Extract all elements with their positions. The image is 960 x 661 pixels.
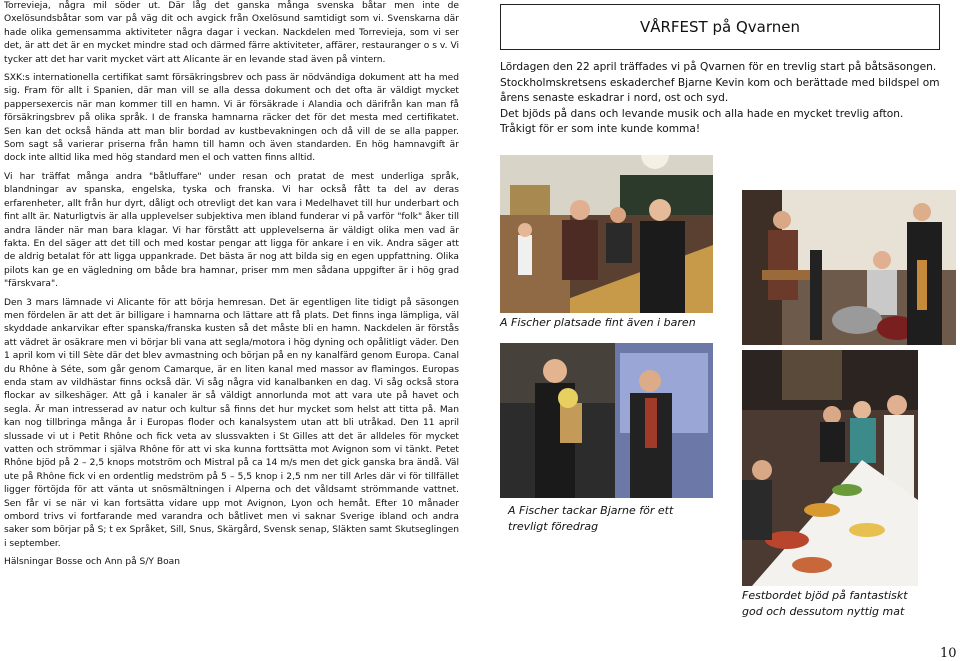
thanks-photo-caption: [508, 503, 673, 535]
intro-line: årens senaste eskadrar i nord, ost och syd.: [500, 92, 729, 104]
intro-line: Lördagen den 22 april träffades vi på Qvarnen för en trevlig start på båtsäsongen.: [500, 61, 937, 73]
page-number: 10: [940, 646, 957, 661]
band-photo: [742, 190, 956, 345]
section-title: VÅRFEST på Qvarnen: [639, 18, 800, 36]
intro-line: Det bjöds på dans och levande musik och alla hade en mycket trevlig afton.: [500, 107, 904, 120]
caption-line: Festbordet bjöd på fantastiskt: [742, 589, 908, 602]
thanks-photo: [500, 343, 713, 498]
caption-line: god och dessutom nyttig mat: [742, 605, 905, 618]
food-photo-caption: [742, 588, 908, 620]
article-paragraph: Torrevieja, några mil söder ut. Där låg det ganska många svenska båtar men inte de Oxelösundsbåtar som var på väg dit och avgick från Oxelösund samtidigt som vi. Svenskarna där hade olika gemensamma aktiviteter några dagar i veckan. Nackdelen med Torrevieja, som vi ser det, är att det är en mycket mindre stad och därmed färre aktiviteter, affärer, restauranger o s v. Vi tycker att det har varit mycket värt att Alicante är en levande stad även på vintern.: [4, 1, 459, 65]
intro-line: Stockholmskretsens eskaderchef Bjarne Kevin kom och berättade med bildspel om: [500, 76, 940, 89]
caption-line: trevligt föredrag: [508, 520, 599, 533]
article-column: [4, 0, 459, 575]
article-paragraph: Vi har träffat många andra "båtluffare" under resan och pratat de mest underliga språk, blandningar av spanska, engelska, tyska och franska. Vi har också fått ta del av deras erfarenheter, allt från hur dyrt, dåligt och otrevligt det kan vara i Medelhavet till hur underbart och fint allt är. Naturligtvis är alla upplevelser subjektiva men ibland funderar vi på varför "folk" åker till andra länder när man bara klagar. Vi har förstått att upplevelserna är väldigt olika men vad är fakta. En del säger att det till och med kostar pengar att ligga för ankare i en vik. Andra säger att de aldrig betalat för att ligga uppankrade. Det bästa är nog att bilda sig en egen uppfattning. Olika pilots kan ge en vägledning om både bra hamnar, priser mm men sådana uppgifter är i hög grad "färskvara".: [4, 171, 459, 290]
section-title-box: [500, 4, 940, 50]
article-signature: Hälsningar Bosse och Ann på S/Y Boan: [4, 557, 180, 568]
bar-photo: [500, 155, 713, 313]
caption-line: A Fischer tackar Bjarne för ett: [508, 504, 674, 517]
bar-photo-caption: A Fischer platsade fint även i baren: [500, 316, 696, 329]
article-paragraph: SXK:s internationella certifikat samt försäkringsbrev och pass är nödvändiga dokument att ha med sig. Fram för allt i Spanien, där man vill se alla dessa dokument och det ofta är väldigt mycket pappersexercis när man kommer till en hamn. Vi är försäkrade i Alandia och därifrån kan man få försäkringsbrev på olika språk. I de franska hamnarna räcker det för det mesta med certifikatet. Sen kan det också hända att man blir bordad av kustbevakningen och då vill de se alla papper. Som sagt så varierar priserna från hamn till hamn och även standarden. En hög hamnavgift är dock inte alltid lika med hög standard men el och vatten finns alltid.: [4, 73, 459, 164]
event-intro: [500, 60, 940, 138]
intro-line: Tråkigt för er som inte kunde komma!: [500, 123, 701, 135]
article-paragraph: Den 3 mars lämnade vi Alicante för att börja hemresan. Det är egentligen lite tidigt på säsongen men fördelen är att det är billigare i hamnarna och lättare att få plats. Det finns inga lämpliga, väl skyddade ankarvikar efter spanska/franska kusten så det måste bli en hamn. Nackdelen är förstås att vädret är osäkrare men vi börjar bli vana att segla/motora i hög dyning och opålitligt väder. Den 1 april kom vi till Sète där det blev avmastning och början på en ny kanalfärd genom Europa. Canal du Rhône à Séte, som går genom Camarque, är en liten kanal med massor av flamingos. Europas enda stam av vildhästar finns också där. Vi såg några vid kanalbanken en dag. Vi såg också stora flockar av silkeshäger. Att gå i kanaler är så väldigt annorlunda mot att vara ute på havet och segla. Är man intresserad av natur och kultur så finns det hur mycket som helst att titta på. Man kan nog tillbringa många år i Europas floder och kanalsystem utan att bli utråkad. Den 11 april slussade vi ut i Petit Rhône och fick veta av slussvakten i St Gilles att det är alldeles för mycket vatten och strömmar i själva Rhône för att vi ska kunna forttsätta mot Avignon som vi tänkt. Petet Rhône bjöd på 2 – 2,5 knops motström och Mistral på ca 14 m/s men det gick ganska bra ändå. Väl ute på Rhône fick vi en ordentlig medström på 5 – 5,5 knop i 2,5 nm ner till Arles där vi för tillfället ligger förtöjda för att vänta ut snösmältningen i Alperna och det våldsamt strömmande vattnet. Sen får vi se när vi kan fortsätta vidare upp mot Avignon, Lyon och hemåt. Efter 10 månader ombord trivs vi fortfarande med varandra och båtlivet men vi saknar Sverige ibland och andra saker som börjar på S; t ex Språket, Sill, Snus, Skärgård, Svensk senap, Släkten samt Skutseglingen i september.: [4, 297, 460, 549]
food-table-photo: [742, 350, 918, 586]
